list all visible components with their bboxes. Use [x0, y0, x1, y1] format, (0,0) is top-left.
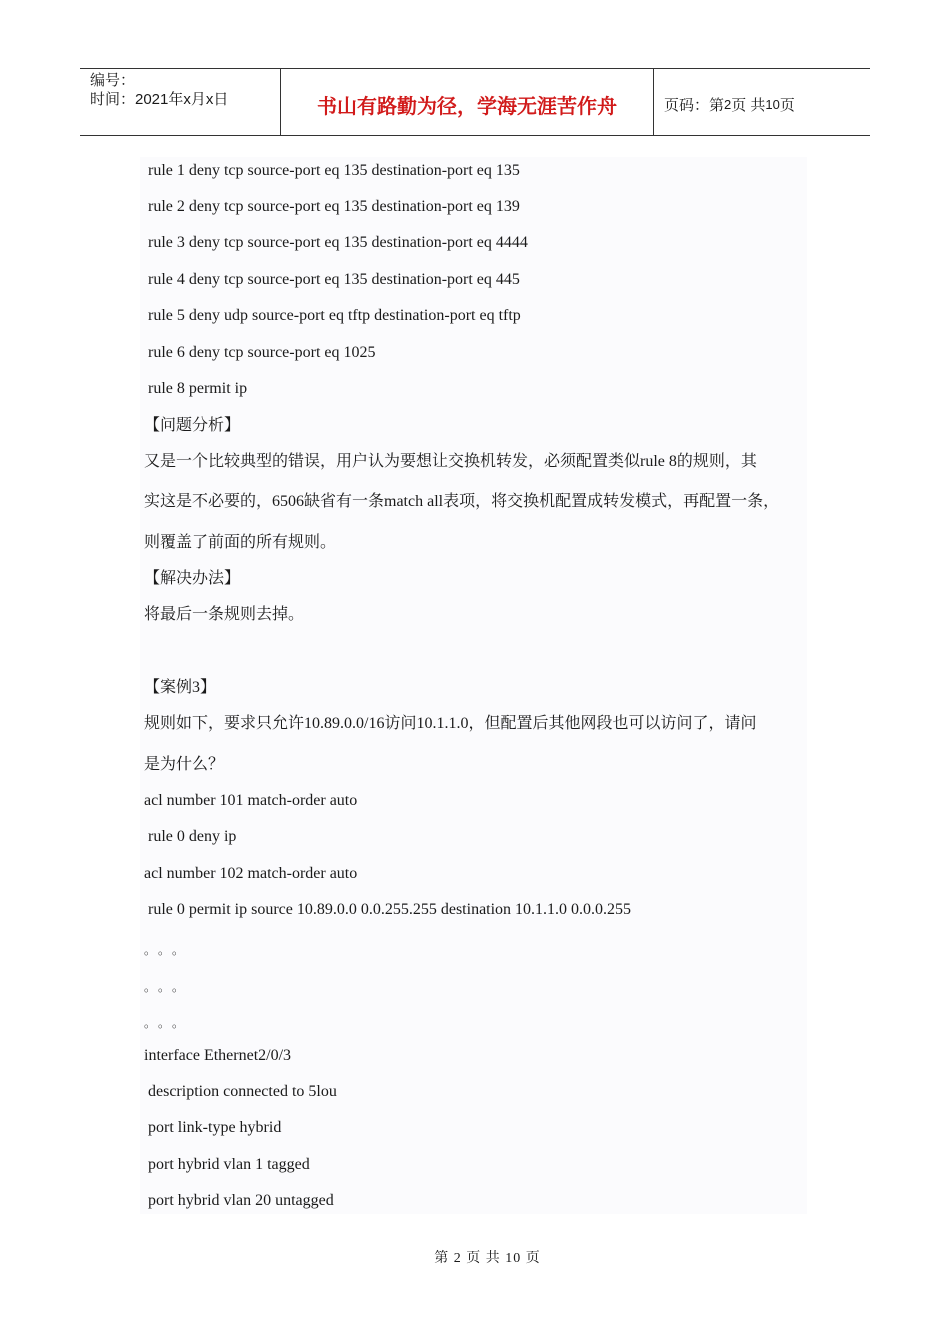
header-page-mid: 页 共	[731, 96, 766, 114]
header-time-label: 时间：2021年x月x日	[90, 91, 229, 108]
code-line: rule 5 deny udp source-port eq tftp destination-port eq tftp	[148, 307, 521, 324]
section-heading: 【解决办法】	[144, 570, 241, 587]
code-line: rule 8 permit ip	[148, 380, 248, 397]
code-line: port hybrid vlan 20 untagged	[148, 1192, 334, 1209]
header-page-prefix: 页码：第	[664, 96, 725, 114]
header-motto: 书山有路勤为径，学海无涯苦作舟	[281, 69, 654, 135]
header-number-label: 编号：	[90, 72, 136, 89]
code-line: rule 0 permit ip source 10.89.0.0 0.0.255.255 destination 10.1.1.0 0.0.0.255	[148, 901, 632, 918]
header-page-info	[654, 69, 870, 135]
header-page-total: 10	[765, 96, 780, 112]
code-line: acl number 102 match-order auto	[144, 865, 358, 882]
header-page-suffix: 页	[779, 96, 795, 114]
code-line: description connected to 5lou	[148, 1083, 337, 1100]
paragraph-line: 则覆盖了前面的所有规则。	[144, 534, 337, 551]
code-line: rule 0 deny ip	[148, 828, 237, 845]
paragraph-line: 将最后一条规则去掉。	[144, 606, 305, 623]
code-line: acl number 101 match-order auto	[144, 792, 358, 809]
section-heading: 【案例3】	[144, 679, 217, 696]
ellipsis-line: 。。。	[144, 1016, 193, 1030]
section-heading: 【问题分析】	[144, 417, 241, 434]
paragraph-line: 又是一个比较典型的错误，用户认为要想让交换机转发，必须配置类似rule 8的规则，其	[144, 453, 757, 470]
paragraph-line: 实这是不必要的，6506缺省有一条match all表项，将交换机配置成转发模式，再配置一条，	[144, 493, 780, 510]
code-line: interface Ethernet2/0/3	[144, 1047, 292, 1064]
code-line: rule 3 deny tcp source-port eq 135 destination-port eq 4444	[148, 234, 528, 251]
ellipsis-line: 。。。	[144, 943, 193, 957]
paragraph-line: 是为什么？	[144, 756, 225, 773]
code-line: rule 6 deny tcp source-port eq 1025	[148, 344, 376, 361]
code-line: port link-type hybrid	[148, 1119, 282, 1136]
paragraph-line: 规则如下，要求只允许10.89.0.0/16访问10.1.1.0，但配置后其他网段也可以访问了，请问	[144, 715, 757, 732]
header-meta	[80, 69, 281, 135]
code-line: rule 4 deny tcp source-port eq 135 destination-port eq 445	[148, 271, 520, 288]
header-page-current: 2	[724, 96, 732, 112]
code-line: rule 1 deny tcp source-port eq 135 destination-port eq 135	[148, 162, 520, 179]
page-header	[80, 68, 870, 136]
ellipsis-line: 。。。	[144, 980, 193, 994]
page-footer: 第 2 页 共 10 页	[434, 1251, 541, 1266]
code-line: port hybrid vlan 1 tagged	[148, 1156, 310, 1173]
code-line: rule 2 deny tcp source-port eq 135 destination-port eq 139	[148, 198, 520, 215]
